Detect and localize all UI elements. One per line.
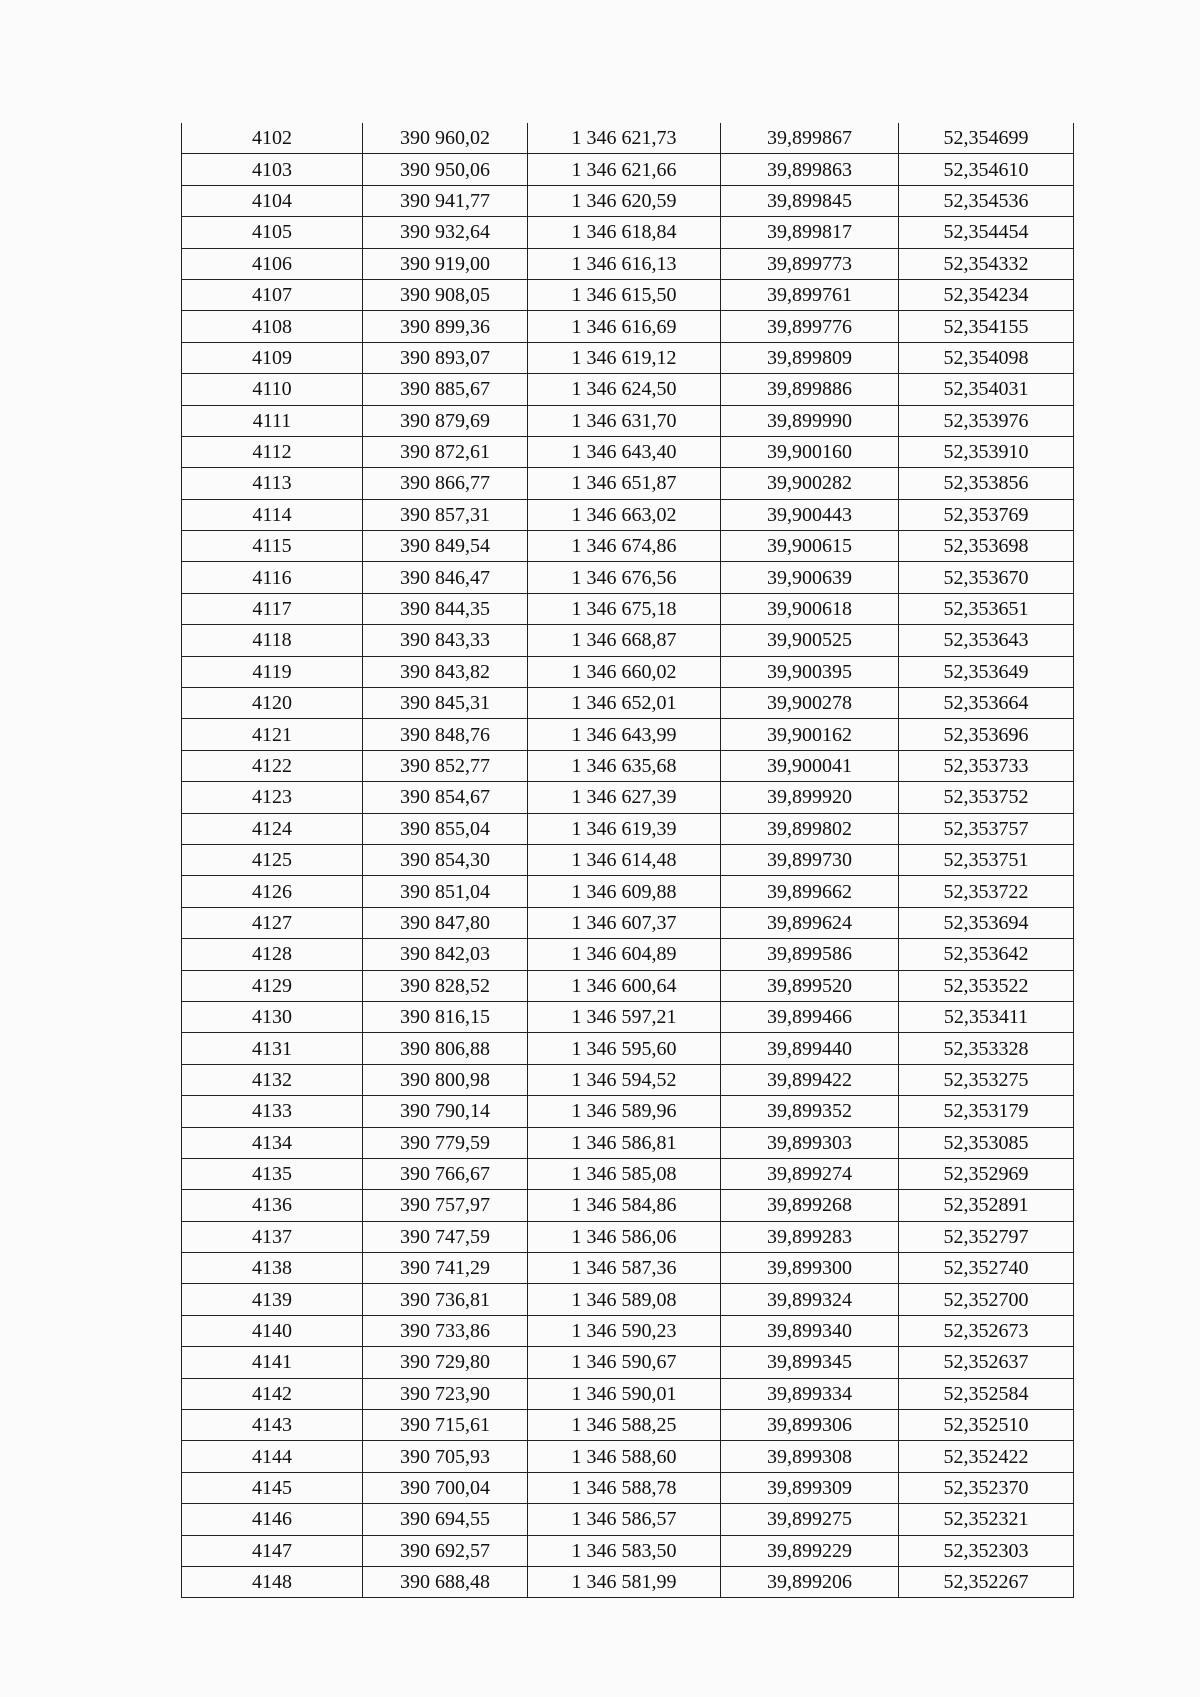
longitude-cell: 39,900162 (721, 719, 899, 750)
point-number-cell: 4104 (182, 185, 363, 216)
x-coordinate-cell: 390 849,54 (363, 531, 528, 562)
y-coordinate-cell: 1 346 585,08 (528, 1158, 721, 1189)
x-coordinate-cell: 390 779,59 (363, 1127, 528, 1158)
point-number-cell: 4114 (182, 499, 363, 530)
x-coordinate-cell: 390 847,80 (363, 907, 528, 938)
table-row (182, 939, 1074, 970)
point-number-cell: 4127 (182, 907, 363, 938)
latitude-cell: 52,353651 (899, 593, 1074, 624)
point-number-cell: 4138 (182, 1253, 363, 1284)
table-row (182, 1315, 1074, 1346)
x-coordinate-cell: 390 879,69 (363, 405, 528, 436)
latitude-cell: 52,352740 (899, 1253, 1074, 1284)
point-number-cell: 4142 (182, 1378, 363, 1409)
table-row (182, 531, 1074, 562)
latitude-cell: 52,354454 (899, 217, 1074, 248)
y-coordinate-cell: 1 346 590,01 (528, 1378, 721, 1409)
latitude-cell: 52,353752 (899, 782, 1074, 813)
longitude-cell: 39,899520 (721, 970, 899, 1001)
point-number-cell: 4120 (182, 688, 363, 719)
y-coordinate-cell: 1 346 668,87 (528, 625, 721, 656)
longitude-cell: 39,899886 (721, 374, 899, 405)
longitude-cell: 39,899422 (721, 1064, 899, 1095)
longitude-cell: 39,899809 (721, 342, 899, 373)
point-number-cell: 4111 (182, 405, 363, 436)
table-row (182, 1064, 1074, 1095)
latitude-cell: 52,354155 (899, 311, 1074, 342)
y-coordinate-cell: 1 346 616,13 (528, 248, 721, 279)
x-coordinate-cell: 390 845,31 (363, 688, 528, 719)
point-number-cell: 4141 (182, 1347, 363, 1378)
y-coordinate-cell: 1 346 660,02 (528, 656, 721, 687)
y-coordinate-cell: 1 346 586,06 (528, 1221, 721, 1252)
table-row (182, 248, 1074, 279)
y-coordinate-cell: 1 346 614,48 (528, 844, 721, 875)
table-row (182, 217, 1074, 248)
longitude-cell: 39,900160 (721, 436, 899, 467)
y-coordinate-cell: 1 346 589,96 (528, 1096, 721, 1127)
longitude-cell: 39,900618 (721, 593, 899, 624)
table-row (182, 468, 1074, 499)
table-row (182, 656, 1074, 687)
table-row (182, 374, 1074, 405)
point-number-cell: 4129 (182, 970, 363, 1001)
y-coordinate-cell: 1 346 594,52 (528, 1064, 721, 1095)
y-coordinate-cell: 1 346 652,01 (528, 688, 721, 719)
table-row (182, 1096, 1074, 1127)
x-coordinate-cell: 390 736,81 (363, 1284, 528, 1315)
latitude-cell: 52,353670 (899, 562, 1074, 593)
y-coordinate-cell: 1 346 588,78 (528, 1472, 721, 1503)
x-coordinate-cell: 390 855,04 (363, 813, 528, 844)
latitude-cell: 52,352321 (899, 1504, 1074, 1535)
y-coordinate-cell: 1 346 607,37 (528, 907, 721, 938)
latitude-cell: 52,352797 (899, 1221, 1074, 1252)
table-row (182, 1410, 1074, 1441)
x-coordinate-cell: 390 747,59 (363, 1221, 528, 1252)
point-number-cell: 4102 (182, 123, 363, 154)
point-number-cell: 4122 (182, 750, 363, 781)
latitude-cell: 52,353664 (899, 688, 1074, 719)
y-coordinate-cell: 1 346 597,21 (528, 1001, 721, 1032)
latitude-cell: 52,354536 (899, 185, 1074, 216)
y-coordinate-cell: 1 346 616,69 (528, 311, 721, 342)
y-coordinate-cell: 1 346 590,67 (528, 1347, 721, 1378)
x-coordinate-cell: 390 893,07 (363, 342, 528, 373)
point-number-cell: 4125 (182, 844, 363, 875)
latitude-cell: 52,352700 (899, 1284, 1074, 1315)
table-row (182, 844, 1074, 875)
point-number-cell: 4133 (182, 1096, 363, 1127)
longitude-cell: 39,899817 (721, 217, 899, 248)
point-number-cell: 4123 (182, 782, 363, 813)
y-coordinate-cell: 1 346 588,25 (528, 1410, 721, 1441)
table-row (182, 562, 1074, 593)
table-row (182, 311, 1074, 342)
latitude-cell: 52,353698 (899, 531, 1074, 562)
point-number-cell: 4148 (182, 1566, 363, 1597)
table-row (182, 185, 1074, 216)
longitude-cell: 39,899303 (721, 1127, 899, 1158)
x-coordinate-cell: 390 899,36 (363, 311, 528, 342)
point-number-cell: 4135 (182, 1158, 363, 1189)
point-number-cell: 4110 (182, 374, 363, 405)
table-row (182, 907, 1074, 938)
table-row (182, 154, 1074, 185)
x-coordinate-cell: 390 694,55 (363, 1504, 528, 1535)
latitude-cell: 52,352891 (899, 1190, 1074, 1221)
y-coordinate-cell: 1 346 627,39 (528, 782, 721, 813)
latitude-cell: 52,352303 (899, 1535, 1074, 1566)
point-number-cell: 4146 (182, 1504, 363, 1535)
latitude-cell: 52,353696 (899, 719, 1074, 750)
longitude-cell: 39,899275 (721, 1504, 899, 1535)
latitude-cell: 52,353642 (899, 939, 1074, 970)
longitude-cell: 39,899662 (721, 876, 899, 907)
table-row (182, 813, 1074, 844)
point-number-cell: 4108 (182, 311, 363, 342)
longitude-cell: 39,899300 (721, 1253, 899, 1284)
x-coordinate-cell: 390 854,30 (363, 844, 528, 875)
longitude-cell: 39,899466 (721, 1001, 899, 1032)
point-number-cell: 4121 (182, 719, 363, 750)
table-row (182, 782, 1074, 813)
table-row (182, 1566, 1074, 1597)
y-coordinate-cell: 1 346 615,50 (528, 279, 721, 310)
y-coordinate-cell: 1 346 586,81 (528, 1127, 721, 1158)
longitude-cell: 39,900395 (721, 656, 899, 687)
point-number-cell: 4130 (182, 1001, 363, 1032)
x-coordinate-cell: 390 866,77 (363, 468, 528, 499)
y-coordinate-cell: 1 346 675,18 (528, 593, 721, 624)
table-row (182, 1001, 1074, 1032)
longitude-cell: 39,900615 (721, 531, 899, 562)
latitude-cell: 52,354610 (899, 154, 1074, 185)
y-coordinate-cell: 1 346 589,08 (528, 1284, 721, 1315)
latitude-cell: 52,352969 (899, 1158, 1074, 1189)
table-row (182, 1347, 1074, 1378)
latitude-cell: 52,353910 (899, 436, 1074, 467)
point-number-cell: 4105 (182, 217, 363, 248)
point-number-cell: 4124 (182, 813, 363, 844)
table-row (182, 876, 1074, 907)
latitude-cell: 52,352637 (899, 1347, 1074, 1378)
latitude-cell: 52,353328 (899, 1033, 1074, 1064)
latitude-cell: 52,353856 (899, 468, 1074, 499)
point-number-cell: 4139 (182, 1284, 363, 1315)
longitude-cell: 39,900278 (721, 688, 899, 719)
point-number-cell: 4119 (182, 656, 363, 687)
table-row (182, 123, 1074, 154)
point-number-cell: 4103 (182, 154, 363, 185)
point-number-cell: 4147 (182, 1535, 363, 1566)
y-coordinate-cell: 1 346 604,89 (528, 939, 721, 970)
y-coordinate-cell: 1 346 586,57 (528, 1504, 721, 1535)
x-coordinate-cell: 390 960,02 (363, 123, 528, 154)
x-coordinate-cell: 390 854,67 (363, 782, 528, 813)
latitude-cell: 52,352673 (899, 1315, 1074, 1346)
x-coordinate-cell: 390 705,93 (363, 1441, 528, 1472)
table-row (182, 1284, 1074, 1315)
latitude-cell: 52,353769 (899, 499, 1074, 530)
x-coordinate-cell: 390 919,00 (363, 248, 528, 279)
x-coordinate-cell: 390 857,31 (363, 499, 528, 530)
latitude-cell: 52,353722 (899, 876, 1074, 907)
table-row (182, 1127, 1074, 1158)
x-coordinate-cell: 390 766,67 (363, 1158, 528, 1189)
point-number-cell: 4128 (182, 939, 363, 970)
y-coordinate-cell: 1 346 600,64 (528, 970, 721, 1001)
longitude-cell: 39,900443 (721, 499, 899, 530)
x-coordinate-cell: 390 852,77 (363, 750, 528, 781)
y-coordinate-cell: 1 346 619,39 (528, 813, 721, 844)
longitude-cell: 39,899867 (721, 123, 899, 154)
x-coordinate-cell: 390 700,04 (363, 1472, 528, 1503)
point-number-cell: 4134 (182, 1127, 363, 1158)
point-number-cell: 4109 (182, 342, 363, 373)
y-coordinate-cell: 1 346 595,60 (528, 1033, 721, 1064)
y-coordinate-cell: 1 346 643,99 (528, 719, 721, 750)
y-coordinate-cell: 1 346 643,40 (528, 436, 721, 467)
latitude-cell: 52,354031 (899, 374, 1074, 405)
point-number-cell: 4145 (182, 1472, 363, 1503)
latitude-cell: 52,352584 (899, 1378, 1074, 1409)
longitude-cell: 39,900639 (721, 562, 899, 593)
longitude-cell: 39,899334 (721, 1378, 899, 1409)
x-coordinate-cell: 390 843,33 (363, 625, 528, 656)
latitude-cell: 52,353694 (899, 907, 1074, 938)
y-coordinate-cell: 1 346 620,59 (528, 185, 721, 216)
y-coordinate-cell: 1 346 587,36 (528, 1253, 721, 1284)
table-row (182, 1253, 1074, 1284)
longitude-cell: 39,899352 (721, 1096, 899, 1127)
longitude-cell: 39,899776 (721, 311, 899, 342)
x-coordinate-cell: 390 800,98 (363, 1064, 528, 1095)
longitude-cell: 39,900282 (721, 468, 899, 499)
point-number-cell: 4106 (182, 248, 363, 279)
point-number-cell: 4137 (182, 1221, 363, 1252)
y-coordinate-cell: 1 346 676,56 (528, 562, 721, 593)
latitude-cell: 52,353976 (899, 405, 1074, 436)
point-number-cell: 4131 (182, 1033, 363, 1064)
x-coordinate-cell: 390 790,14 (363, 1096, 528, 1127)
longitude-cell: 39,899340 (721, 1315, 899, 1346)
longitude-cell: 39,899440 (721, 1033, 899, 1064)
latitude-cell: 52,353179 (899, 1096, 1074, 1127)
y-coordinate-cell: 1 346 635,68 (528, 750, 721, 781)
x-coordinate-cell: 390 885,67 (363, 374, 528, 405)
point-number-cell: 4112 (182, 436, 363, 467)
latitude-cell: 52,352370 (899, 1472, 1074, 1503)
table-row (182, 1190, 1074, 1221)
longitude-cell: 39,899920 (721, 782, 899, 813)
coordinates-table (181, 123, 1074, 1598)
point-number-cell: 4143 (182, 1410, 363, 1441)
point-number-cell: 4118 (182, 625, 363, 656)
longitude-cell: 39,899761 (721, 279, 899, 310)
longitude-cell: 39,899863 (721, 154, 899, 185)
table-row (182, 499, 1074, 530)
x-coordinate-cell: 390 729,80 (363, 1347, 528, 1378)
x-coordinate-cell: 390 723,90 (363, 1378, 528, 1409)
latitude-cell: 52,352422 (899, 1441, 1074, 1472)
y-coordinate-cell: 1 346 588,60 (528, 1441, 721, 1472)
longitude-cell: 39,899308 (721, 1441, 899, 1472)
point-number-cell: 4144 (182, 1441, 363, 1472)
x-coordinate-cell: 390 692,57 (363, 1535, 528, 1566)
point-number-cell: 4136 (182, 1190, 363, 1221)
latitude-cell: 52,354699 (899, 123, 1074, 154)
x-coordinate-cell: 390 757,97 (363, 1190, 528, 1221)
longitude-cell: 39,899283 (721, 1221, 899, 1252)
x-coordinate-cell: 390 950,06 (363, 154, 528, 185)
point-number-cell: 4107 (182, 279, 363, 310)
x-coordinate-cell: 390 688,48 (363, 1566, 528, 1597)
table-row (182, 1378, 1074, 1409)
table-row (182, 1033, 1074, 1064)
longitude-cell: 39,899773 (721, 248, 899, 279)
x-coordinate-cell: 390 872,61 (363, 436, 528, 467)
table-row (182, 750, 1074, 781)
x-coordinate-cell: 390 846,47 (363, 562, 528, 593)
latitude-cell: 52,353643 (899, 625, 1074, 656)
latitude-cell: 52,353733 (899, 750, 1074, 781)
coordinates-table-body (182, 123, 1074, 1598)
y-coordinate-cell: 1 346 621,73 (528, 123, 721, 154)
latitude-cell: 52,353275 (899, 1064, 1074, 1095)
y-coordinate-cell: 1 346 621,66 (528, 154, 721, 185)
longitude-cell: 39,899206 (721, 1566, 899, 1597)
x-coordinate-cell: 390 851,04 (363, 876, 528, 907)
table-row (182, 342, 1074, 373)
y-coordinate-cell: 1 346 584,86 (528, 1190, 721, 1221)
point-number-cell: 4117 (182, 593, 363, 624)
x-coordinate-cell: 390 715,61 (363, 1410, 528, 1441)
y-coordinate-cell: 1 346 618,84 (528, 217, 721, 248)
y-coordinate-cell: 1 346 609,88 (528, 876, 721, 907)
y-coordinate-cell: 1 346 674,86 (528, 531, 721, 562)
latitude-cell: 52,353649 (899, 656, 1074, 687)
y-coordinate-cell: 1 346 581,99 (528, 1566, 721, 1597)
x-coordinate-cell: 390 941,77 (363, 185, 528, 216)
table-row (182, 1472, 1074, 1503)
x-coordinate-cell: 390 908,05 (363, 279, 528, 310)
y-coordinate-cell: 1 346 590,23 (528, 1315, 721, 1346)
latitude-cell: 52,354098 (899, 342, 1074, 373)
x-coordinate-cell: 390 806,88 (363, 1033, 528, 1064)
y-coordinate-cell: 1 346 624,50 (528, 374, 721, 405)
y-coordinate-cell: 1 346 651,87 (528, 468, 721, 499)
table-row (182, 688, 1074, 719)
longitude-cell: 39,899624 (721, 907, 899, 938)
longitude-cell: 39,900525 (721, 625, 899, 656)
table-row (182, 719, 1074, 750)
table-row (182, 279, 1074, 310)
point-number-cell: 4140 (182, 1315, 363, 1346)
latitude-cell: 52,353411 (899, 1001, 1074, 1032)
latitude-cell: 52,354234 (899, 279, 1074, 310)
table-row (182, 436, 1074, 467)
latitude-cell: 52,353757 (899, 813, 1074, 844)
table-row (182, 1441, 1074, 1472)
table-row (182, 1158, 1074, 1189)
x-coordinate-cell: 390 842,03 (363, 939, 528, 970)
point-number-cell: 4113 (182, 468, 363, 499)
longitude-cell: 39,899268 (721, 1190, 899, 1221)
table-row (182, 405, 1074, 436)
point-number-cell: 4115 (182, 531, 363, 562)
longitude-cell: 39,899586 (721, 939, 899, 970)
table-row (182, 1535, 1074, 1566)
longitude-cell: 39,899345 (721, 1347, 899, 1378)
longitude-cell: 39,899324 (721, 1284, 899, 1315)
latitude-cell: 52,354332 (899, 248, 1074, 279)
y-coordinate-cell: 1 346 631,70 (528, 405, 721, 436)
table-row (182, 593, 1074, 624)
x-coordinate-cell: 390 816,15 (363, 1001, 528, 1032)
table-row (182, 1221, 1074, 1252)
longitude-cell: 39,899990 (721, 405, 899, 436)
y-coordinate-cell: 1 346 663,02 (528, 499, 721, 530)
table-row (182, 970, 1074, 1001)
x-coordinate-cell: 390 741,29 (363, 1253, 528, 1284)
y-coordinate-cell: 1 346 583,50 (528, 1535, 721, 1566)
x-coordinate-cell: 390 733,86 (363, 1315, 528, 1346)
x-coordinate-cell: 390 844,35 (363, 593, 528, 624)
table-row (182, 625, 1074, 656)
latitude-cell: 52,353085 (899, 1127, 1074, 1158)
longitude-cell: 39,899730 (721, 844, 899, 875)
x-coordinate-cell: 390 843,82 (363, 656, 528, 687)
latitude-cell: 52,352267 (899, 1566, 1074, 1597)
longitude-cell: 39,899309 (721, 1472, 899, 1503)
longitude-cell: 39,899845 (721, 185, 899, 216)
point-number-cell: 4126 (182, 876, 363, 907)
longitude-cell: 39,899274 (721, 1158, 899, 1189)
x-coordinate-cell: 390 828,52 (363, 970, 528, 1001)
longitude-cell: 39,899229 (721, 1535, 899, 1566)
longitude-cell: 39,899802 (721, 813, 899, 844)
point-number-cell: 4116 (182, 562, 363, 593)
latitude-cell: 52,353522 (899, 970, 1074, 1001)
longitude-cell: 39,900041 (721, 750, 899, 781)
table-row (182, 1504, 1074, 1535)
longitude-cell: 39,899306 (721, 1410, 899, 1441)
latitude-cell: 52,352510 (899, 1410, 1074, 1441)
point-number-cell: 4132 (182, 1064, 363, 1095)
x-coordinate-cell: 390 932,64 (363, 217, 528, 248)
y-coordinate-cell: 1 346 619,12 (528, 342, 721, 373)
x-coordinate-cell: 390 848,76 (363, 719, 528, 750)
latitude-cell: 52,353751 (899, 844, 1074, 875)
